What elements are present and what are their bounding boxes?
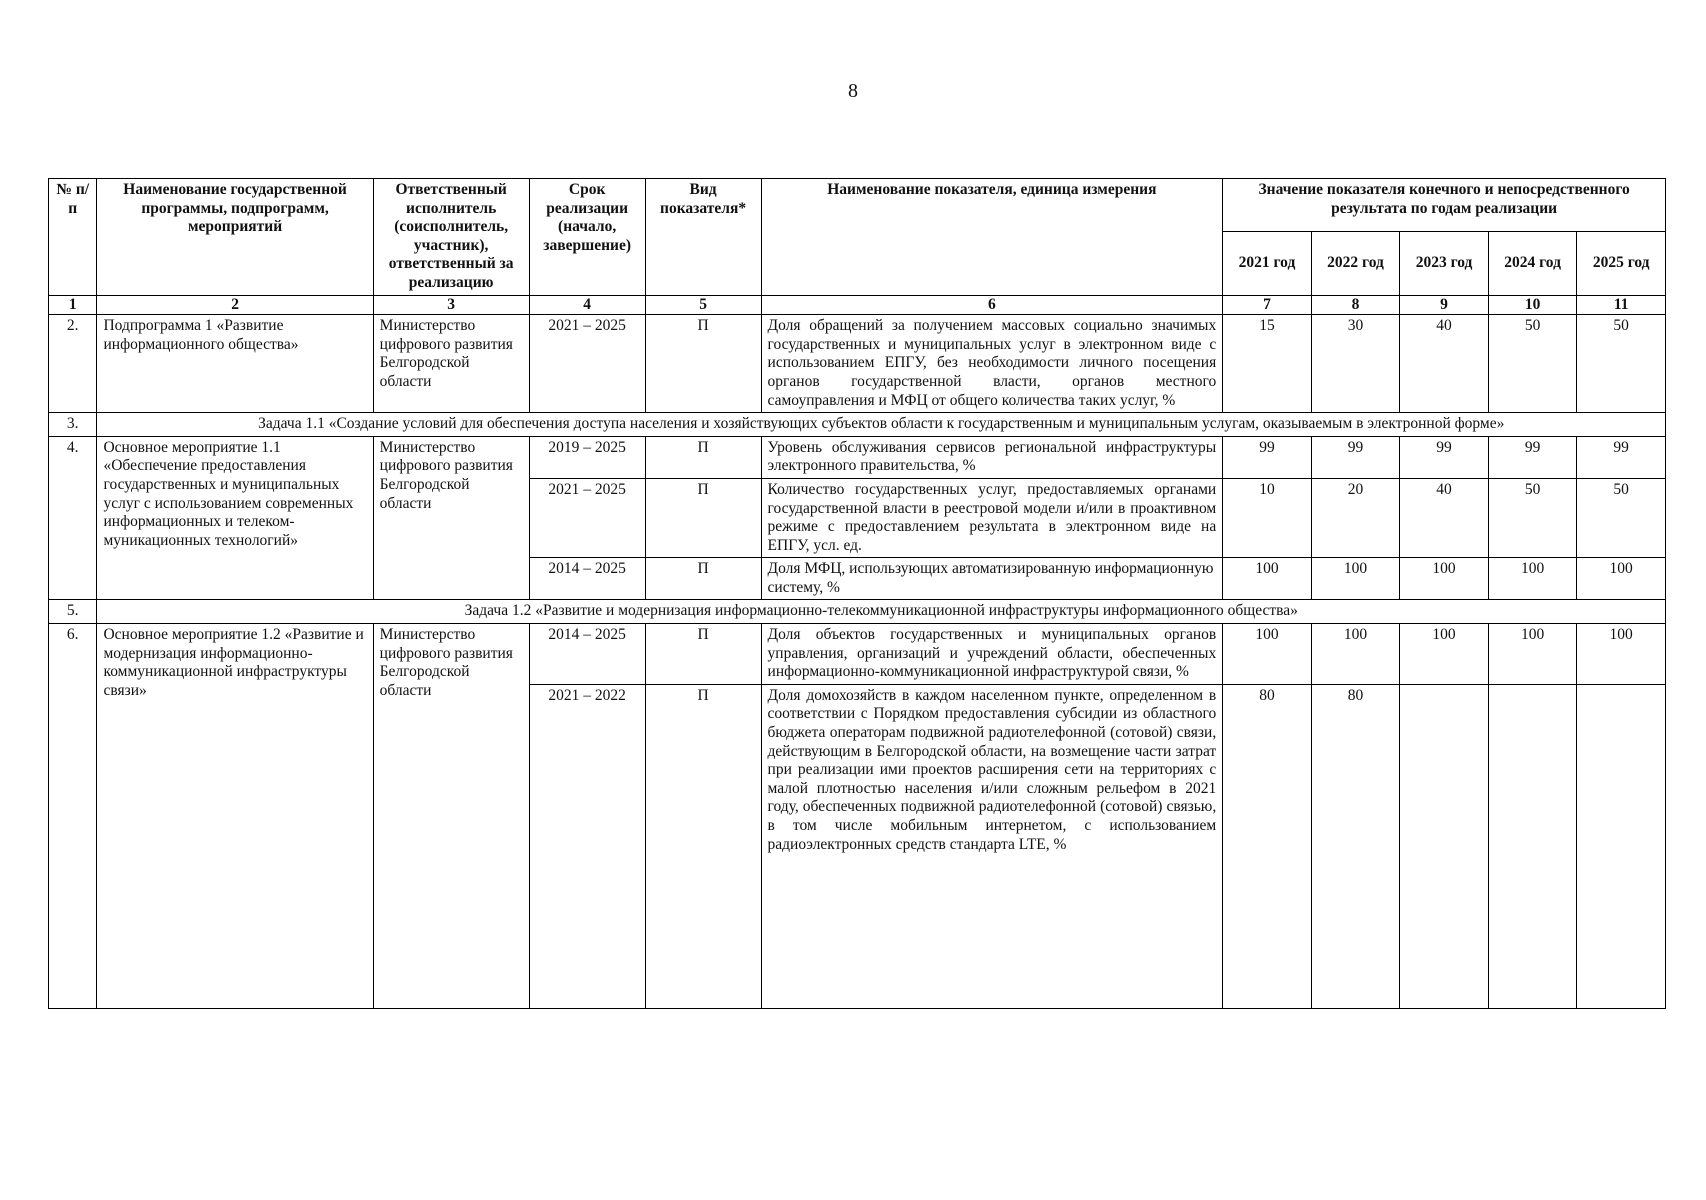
indicator-name: Уровень обслуживания сервисов региональной инфраструктуры электронного правительства, % [761,436,1223,478]
task-title: Задача 1.1 «Создание условий для обеспечения доступа населения и хозяйствующих субъектов области к государственным и муниципальным услугам, оказываемым в электронной форме» [97,413,1666,437]
header-indicator-type: Вид показателя* [645,179,761,296]
value-2025 [1577,684,1666,1008]
page-number: 8 [848,80,858,102]
column-number: 11 [1577,295,1666,315]
column-number: 5 [645,295,761,315]
column-number: 8 [1311,295,1400,315]
value-2023 [1400,684,1489,1008]
row-number: 5. [49,600,97,624]
value-2024 [1488,684,1577,1008]
period: 2019 – 2025 [529,436,645,478]
indicator-name: Доля домохозяйств в каждом населенном пункте, определенном в соответствии с Порядком предоставления субсидии из областного бюджета операторам подвижной радиотелефонной (сотовой) связи, действующим в Белгородской области, на возмещение части затрат при реализации ими проектов расширения сети на территориях с малой плотностью населения и/или сложным рельефом в 2021 году, обеспеченных подвижной радиотелефонной (сотовой) связью, в том числе мобильным интернетом, с использованием радиоэлектронных средств стандарта LTE, % [761,684,1223,1008]
row-number: 4. [49,436,97,600]
indicator-type: П [645,436,761,478]
program-name: Подпрограмма 1 «Развитие информационного общества» [97,315,373,413]
row-number: 2. [49,315,97,413]
period: 2021 – 2025 [529,478,645,557]
header-program-name: Наименование государственной программы, подпрограмм, мероприятий [97,179,373,296]
value-2025: 50 [1577,478,1666,557]
column-number-row [49,295,1666,315]
executor: Министерство цифрового развития Белгородской области [373,436,529,600]
header-row [49,179,1666,232]
indicator-name: Доля объектов государственных и муниципальных органов управления, организаций и учреждений области, обеспеченных информационно-коммуникационной инфраструктурой связи, % [761,624,1223,685]
value-2021: 100 [1223,624,1312,685]
header-executor: Ответственный исполнитель (соисполнитель, участник), ответственный за реализацию [373,179,529,296]
value-2024: 99 [1488,436,1577,478]
value-2021: 80 [1223,684,1312,1008]
program-name: Основное мероприятие 1.2 «Развитие и модернизация информационно-коммуникационной инфраструктуры связи» [97,624,373,1009]
header-year: 2025 год [1577,231,1666,295]
program-name: Основное мероприятие 1.1 «Обеспечение предоставления государственных и муниципальных услуг с использованием современных информационных и телеком-муникационных технологий» [97,436,373,600]
value-2021: 99 [1223,436,1312,478]
task-title: Задача 1.2 «Развитие и модернизация информационно-телекоммуникационной инфраструктуры информационного общества» [97,600,1666,624]
value-2024: 100 [1488,558,1577,600]
header-year: 2022 год [1311,231,1400,295]
value-2023: 99 [1400,436,1489,478]
value-2025: 99 [1577,436,1666,478]
column-number: 10 [1488,295,1577,315]
period: 2014 – 2025 [529,558,645,600]
value-2021: 100 [1223,558,1312,600]
row-number: 3. [49,413,97,437]
indicator-type: П [645,558,761,600]
column-number: 7 [1223,295,1312,315]
header-year: 2021 год [1223,231,1312,295]
value-2025: 100 [1577,624,1666,685]
header-year: 2023 год [1400,231,1489,295]
column-number: 6 [761,295,1223,315]
value-2025: 100 [1577,558,1666,600]
task-row [49,413,1666,437]
value-2022: 20 [1311,478,1400,557]
row-number: 6. [49,624,97,1009]
indicator-type: П [645,478,761,557]
indicator-type: П [645,624,761,685]
period: 2021 – 2025 [529,315,645,413]
value-2022: 100 [1311,624,1400,685]
indicator-name: Доля обращений за получением массовых социально значимых государственных и муниципальных услуг в электронном виде с использованием ЕПГУ, без необходимости личного посещения органов государственной власти, органов местного самоуправления и МФЦ от общего количества таких услуг, % [761,315,1223,413]
column-number: 3 [373,295,529,315]
column-number: 1 [49,295,97,315]
indicator-name: Количество государственных услуг, предоставляемых органами государственной власти в реестровой модели и/или в проактивном режиме с предоставлением результата в электронном виде на ЕПГУ, усл. ед. [761,478,1223,557]
table-row [49,624,1666,685]
task-row [49,600,1666,624]
value-2023: 40 [1400,315,1489,413]
value-2024: 50 [1488,315,1577,413]
value-2024: 50 [1488,478,1577,557]
value-2023: 100 [1400,624,1489,685]
indicators-table [48,178,1666,1009]
value-2023: 40 [1400,478,1489,557]
column-number: 9 [1400,295,1489,315]
header-num: № п/п [49,179,97,296]
header-period: Срок реализации (начало, завершение) [529,179,645,296]
value-2025: 50 [1577,315,1666,413]
header-values-group: Значение показателя конечного и непосредственного результата по годам реализации [1223,179,1666,232]
executor: Министерство цифрового развития Белгородской области [373,624,529,1009]
indicator-name: Доля МФЦ, использующих автоматизированную информационную систему, % [761,558,1223,600]
value-2022: 80 [1311,684,1400,1008]
value-2022: 99 [1311,436,1400,478]
indicator-type: П [645,315,761,413]
column-number: 4 [529,295,645,315]
period: 2021 – 2022 [529,684,645,1008]
value-2021: 10 [1223,478,1312,557]
header-year: 2024 год [1488,231,1577,295]
table-row [49,315,1666,413]
value-2021: 15 [1223,315,1312,413]
header-indicator-name: Наименование показателя, единица измерения [761,179,1223,296]
value-2022: 30 [1311,315,1400,413]
column-number: 2 [97,295,373,315]
table-row [49,436,1666,478]
value-2024: 100 [1488,624,1577,685]
value-2022: 100 [1311,558,1400,600]
indicator-type: П [645,684,761,1008]
executor: Министерство цифрового развития Белгородской области [373,315,529,413]
value-2023: 100 [1400,558,1489,600]
period: 2014 – 2025 [529,624,645,685]
